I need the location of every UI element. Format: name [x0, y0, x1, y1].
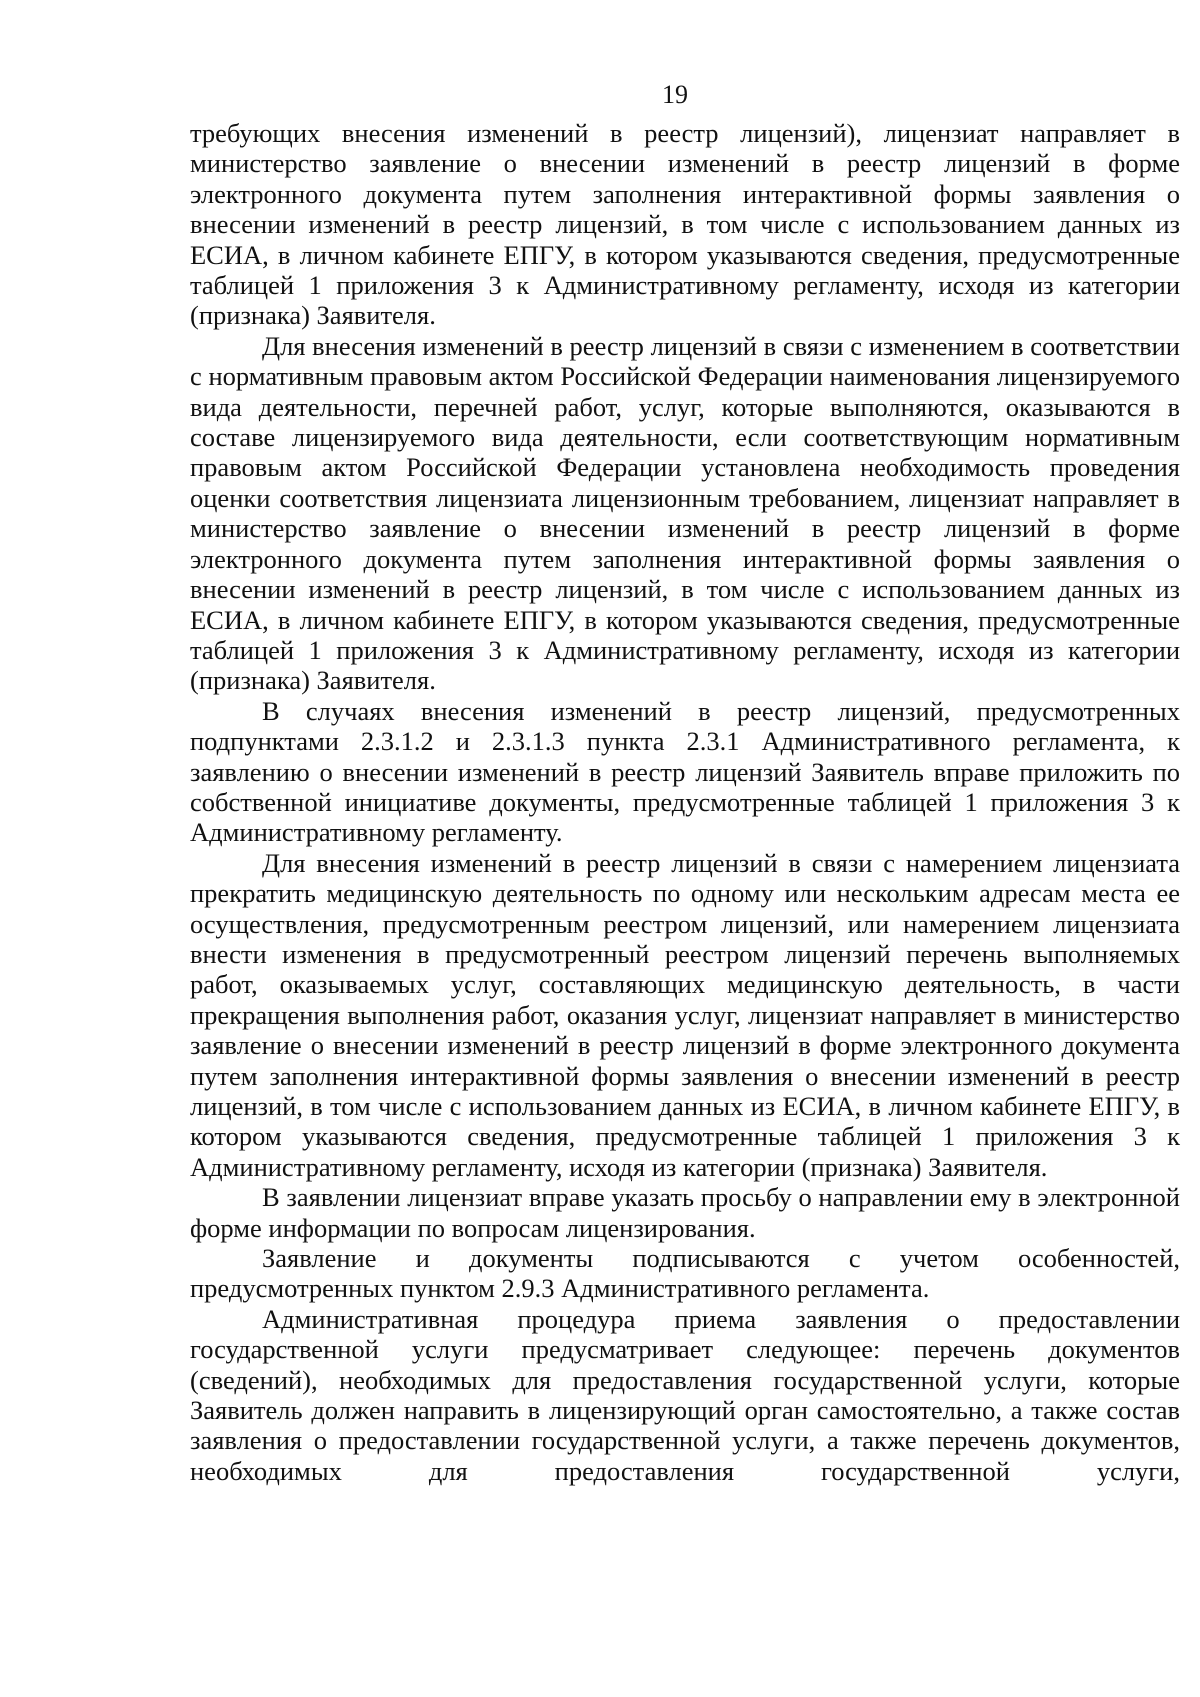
paragraph: Для внесения изменений в реестр лицензий в связи с изменением в соответствии с нормативным правовым актом Российской Федерации наименования лицензируемого вида деятельности, перечней работ, услуг, которые выполняются, оказываются в составе лицензируемого вида деятельности, если соответствующим нормативным правовым актом Российской Федерации установлена необходимость проведения оценки соответствия лицензиата лицензионным требованием, лицензиат направляет в министерство заявление о внесении изменений в реестр лицензий в форме электронного документа путем заполнения интерактивной формы заявления о внесении изменений в реестр лицензий, в том числе с использованием данных из ЕСИА, в личном кабинете ЕПГУ, в котором указываются сведения, предусмотренные таблицей 1 приложения 3 к Административному регламенту, исходя из категории (признака) Заявителя.	[190, 330, 1180, 696]
paragraph: Для внесения изменений в реестр лицензий в связи с намерением лицензиата прекратить медицинскую деятельность по одному или нескольким адресам места ее осуществления, предусмотренным реестром лицензий, или намерением лицензиата внести изменения в предусмотренный реестром лицензий перечень выполняемых работ, оказываемых услуг, составляющих медицинскую деятельность, в части прекращения выполнения работ, оказания услуг, лицензиат направляет в министерство заявление о внесении изменений в реестр лицензий в форме электронного документа путем заполнения интерактивной формы заявления о внесении изменений в реестр лицензий, в том числе с использованием данных из ЕСИА, в личном кабинете ЕПГУ, в котором указываются сведения, предусмотренные таблицей 1 приложения 3 к Административному регламенту, исходя из категории (признака) Заявителя.	[190, 847, 1180, 1182]
page-number: 19	[662, 80, 688, 109]
paragraph-continued: Административная процедура приема заявления о предоставлении государственной услуги предусматривает следующее: перечень документов (сведений), необходимых для предоставления государственной услуги, которые Заявитель должен направить в лицензирующий орган самостоятельно, а также состав заявления о предоставлении государственной услуги, а также перечень документов, необходимых для предоставления государственной услуги,	[190, 1303, 1180, 1486]
paragraph: В случаях внесения изменений в реестр лицензий, предусмотренных подпунктами 2.3.1.2 и 2.3.1.3 пункта 2.3.1 Административного регламента, к заявлению о внесении изменений в реестр лицензий Заявитель вправе приложить по собственной инициативе документы, предусмотренные таблицей 1 приложения 3 к Административному регламенту.	[190, 695, 1180, 848]
paragraph-continuation: требующих внесения изменений в реестр лицензий), лицензиат направляет в министерство заявление о внесении изменений в реестр лицензий в форме электронного документа путем заполнения интерактивной формы заявления о внесении изменений в реестр лицензий, в том числе с использованием данных из ЕСИА, в личном кабинете ЕПГУ, в котором указываются сведения, предусмотренные таблицей 1 приложения 3 к Административному регламенту, исходя из категории (признака) Заявителя.	[190, 118, 1180, 331]
paragraph: В заявлении лицензиат вправе указать просьбу о направлении ему в электронной форме информации по вопросам лицензирования.	[190, 1182, 1180, 1243]
document-body	[190, 118, 1180, 1486]
paragraph: Заявление и документы подписываются с учетом особенностей, предусмотренных пунктом 2.9.3 Административного регламента.	[190, 1243, 1180, 1304]
